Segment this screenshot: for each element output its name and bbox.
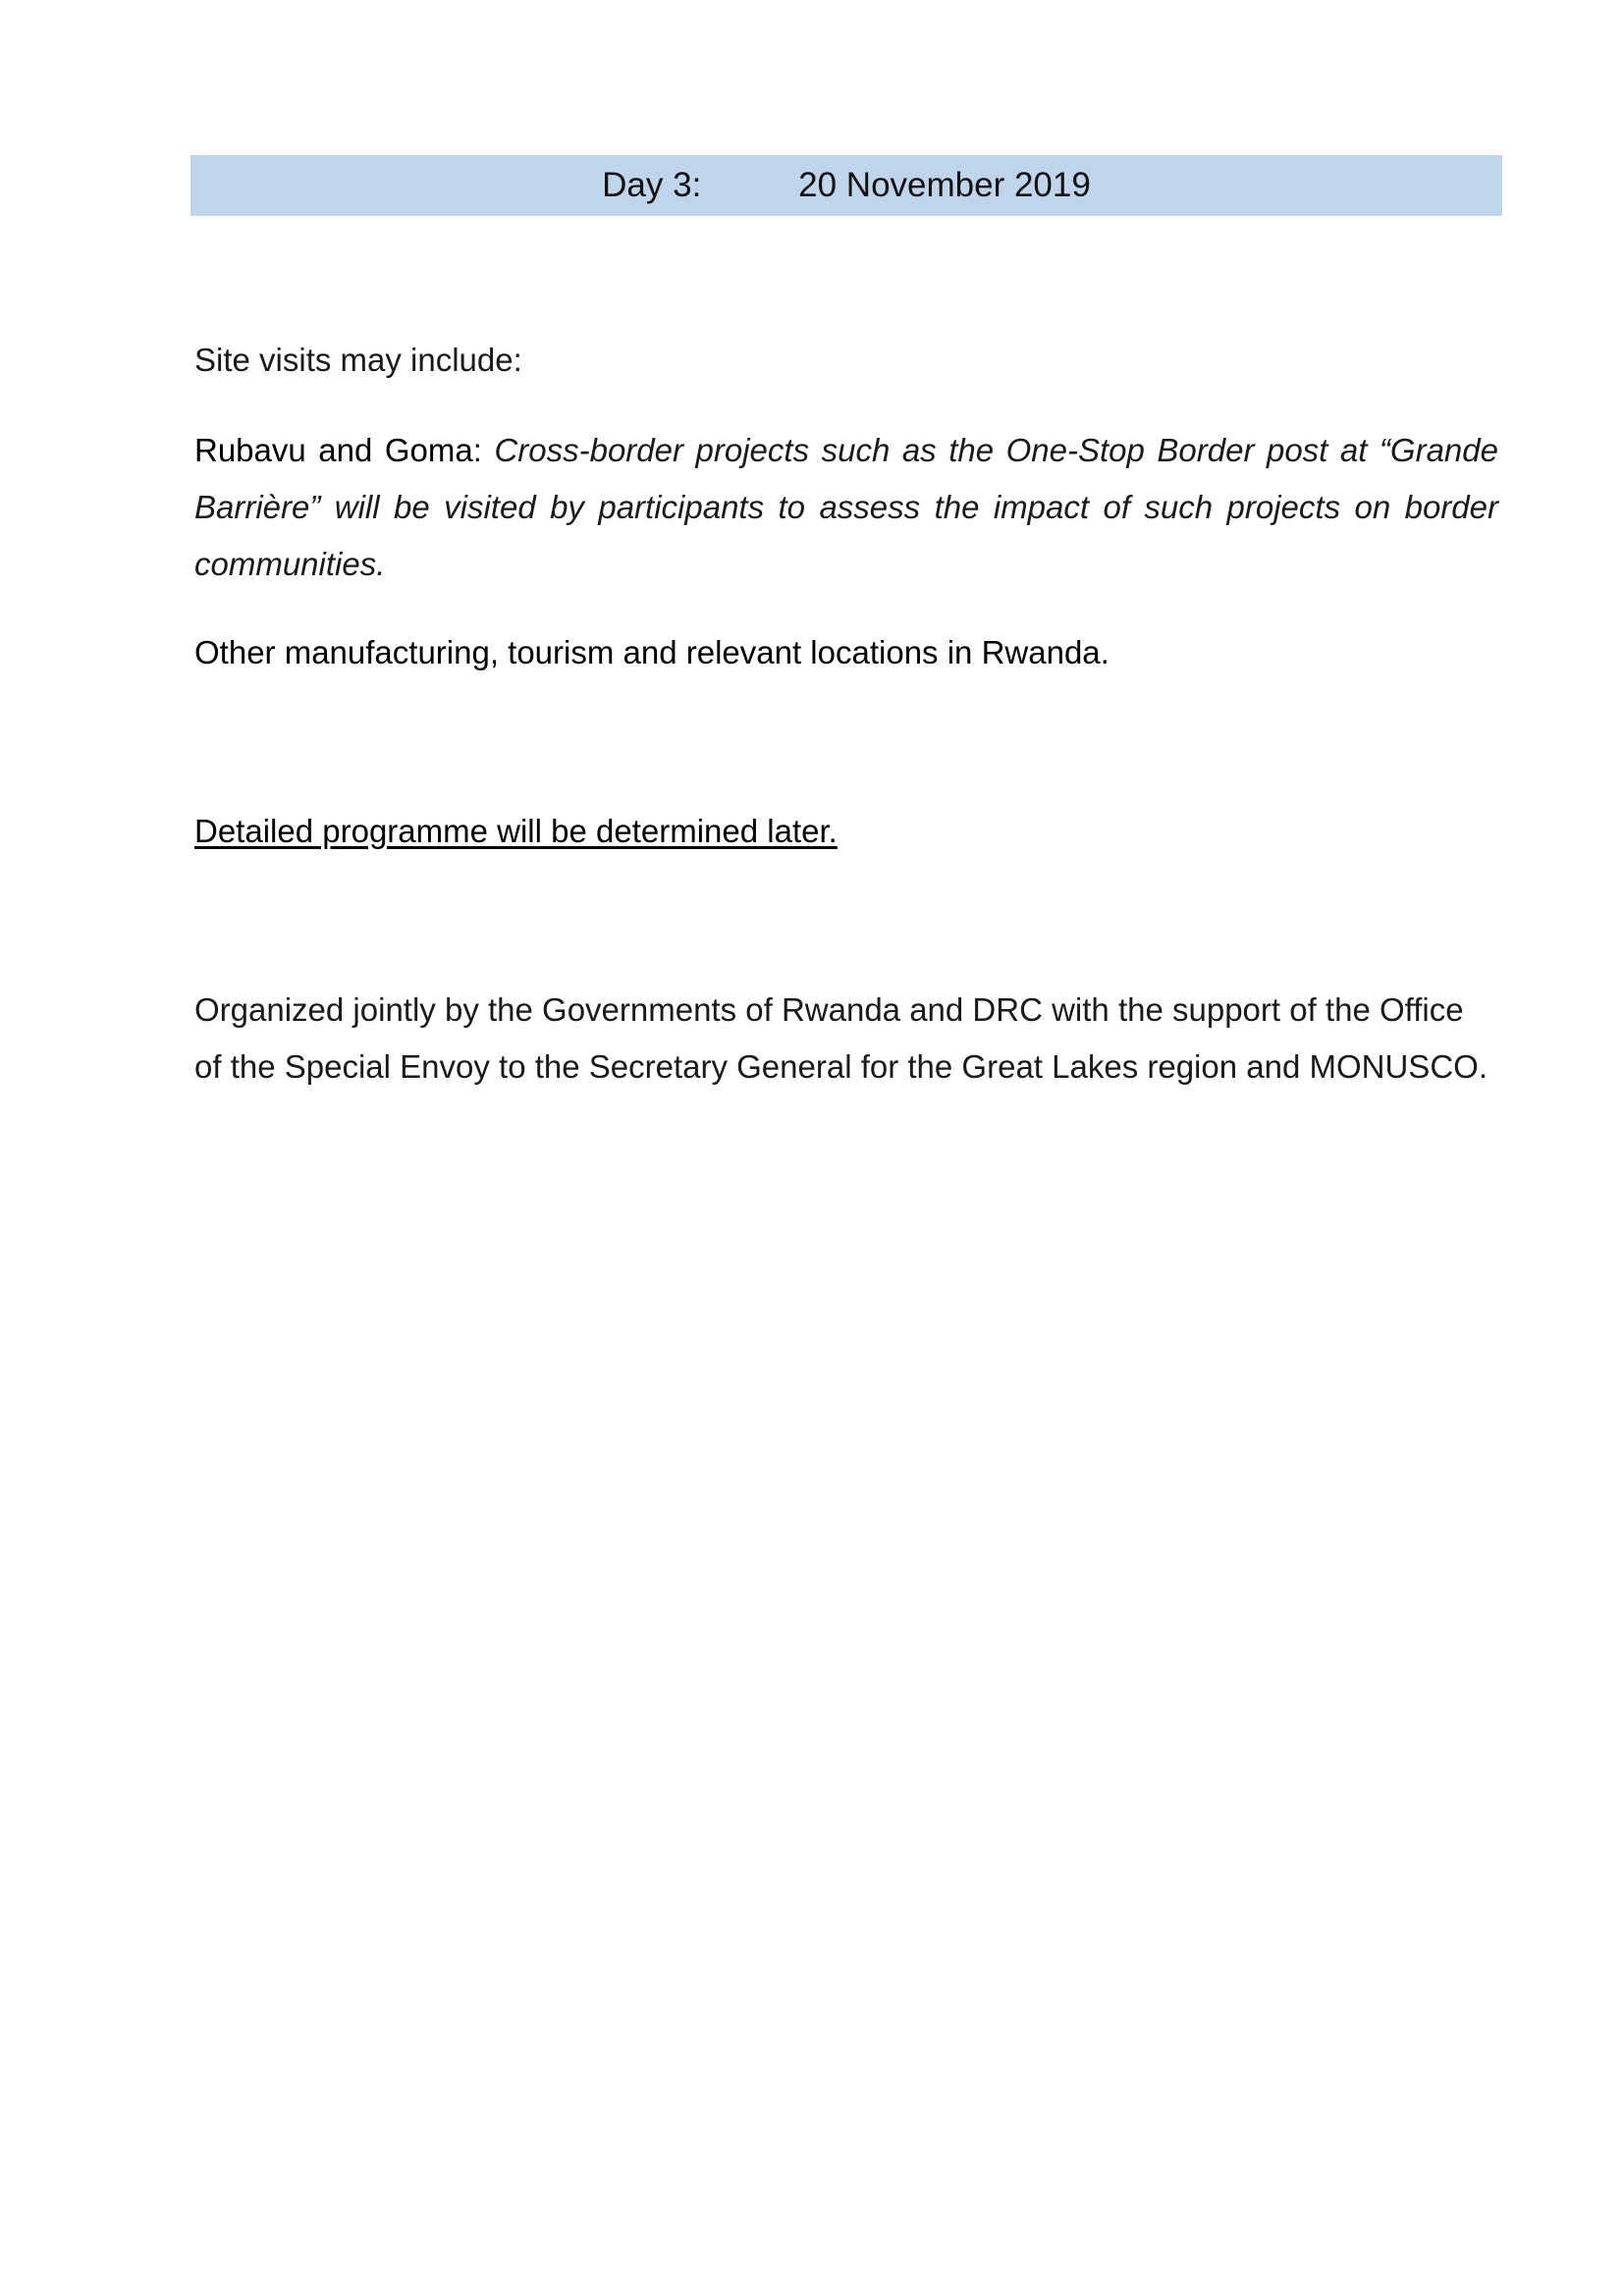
programme-note: Detailed programme will be determined later. (194, 813, 838, 849)
site-separator: : (472, 432, 495, 468)
site-name: Rubavu and Goma (194, 432, 473, 468)
site-visit-rubavu-goma (194, 422, 1498, 593)
organizers-note: Organized jointly by the Governments of Rwanda and DRC with the support of the Office of the Special Envoy to the Secretary General for the Great Lakes region and MONUSCO. (194, 991, 1488, 1085)
day-header-banner (190, 155, 1502, 216)
site-description: Cross-border projects such as the One-Stop Border post at “Grande Barrière” will be visited by participants to assess the impact of such projects on border communities. (194, 432, 1498, 582)
site-visits-intro: Site visits may include: (194, 342, 522, 378)
other-locations: Other manufacturing, tourism and relevant locations in Rwanda. (194, 634, 1110, 670)
day-date: 20 November 2019 (798, 166, 1091, 204)
day-label: Day 3: (602, 166, 702, 204)
